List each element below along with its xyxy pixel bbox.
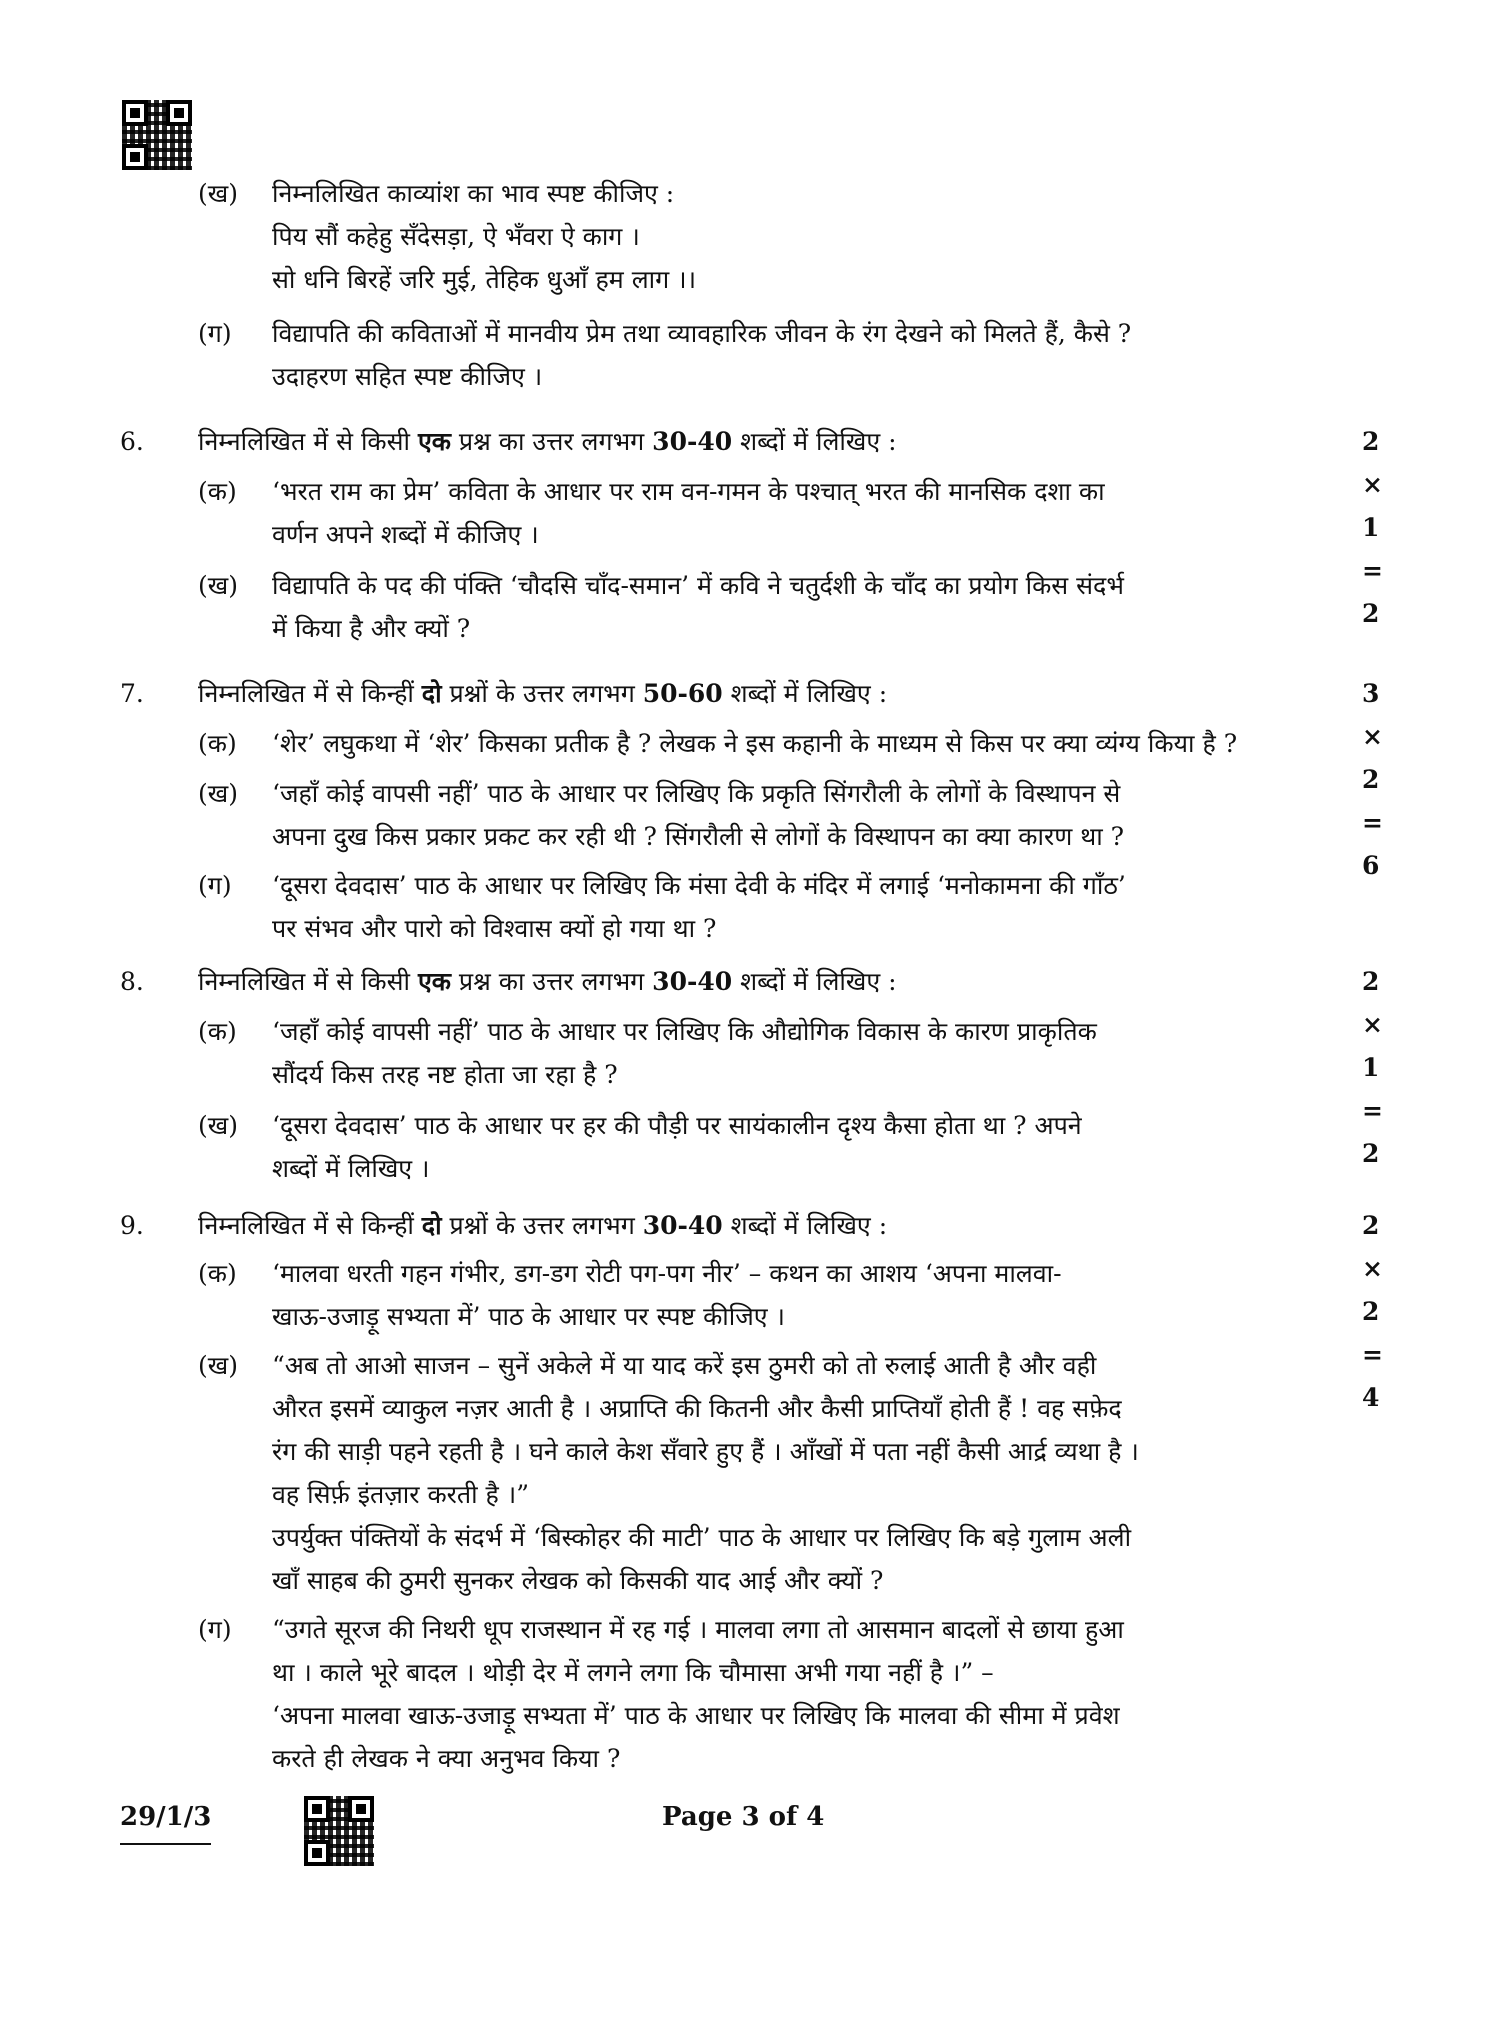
text-line: उदाहरण सहित स्पष्ट कीजिए । [272,362,543,391]
qr-code-icon [304,1796,374,1866]
text-line: उपर्युक्त पंक्तियों के संदर्भ में ‘बिस्कोहर की माटी’ पाठ के आधार पर लिखिए कि बड़े गुलाम अली [272,1523,1132,1552]
text-line: ‘जहाँ कोई वापसी नहीं’ पाठ के आधार पर लिखिए कि प्रकृति सिंगरौली के लोगों के विस्थापन से [272,779,1121,808]
text-line: ‘मालवा धरती गहन गंभीर, डग-डग रोटी पग-पग नीर’ – कथन का आशय ‘अपना मालवा- [272,1259,1062,1288]
part-text [272,772,1312,858]
text-line: करते ही लेखक ने क्या अनुभव किया ? [272,1744,621,1773]
part-label: (ग) [198,319,232,348]
question-number: 9. [120,1211,144,1240]
text-line: सौंदर्य किस तरह नष्ट होता जा रहा है ? [272,1060,618,1089]
text-line: खाऊ-उजाड़ू सभ्यता में’ पाठ के आधार पर स्पष्ट कीजिए । [272,1302,786,1331]
text-line: ‘भरत राम का प्रेम’ कविता के आधार पर राम वन-गमन के पश्चात् भरत की मानसिक दशा का [272,477,1105,506]
part-text [272,564,1312,650]
text-line: अपना दुख किस प्रकार प्रकट कर रही थी ? सिंगरौली से लोगों के विस्थापन का क्या कारण था ? [272,822,1125,851]
text-line: निम्नलिखित काव्यांश का भाव स्पष्ट कीजिए : [272,179,675,208]
text-line: ‘दूसरा देवदास’ पाठ के आधार पर हर की पौड़ी पर सायंकालीन दृश्य कैसा होता था ? अपने [272,1111,1082,1140]
text-line: विद्यापति की कविताओं में मानवीय प्रेम तथा व्यावहारिक जीवन के रंग देखने को मिलते हैं, कैसे ? [272,319,1132,348]
text-line: विद्यापति के पद की पंक्ति ‘चौदसि चाँद-समान’ में कवि ने चतुर्दशी के चाँद का प्रयोग किस संदर्भ [272,571,1124,600]
text-line: पर संभव और पारो को विश्वास क्यों हो गया था ? [272,914,717,943]
part-text [272,312,1312,398]
part-text [272,864,1312,950]
text-line: ‘जहाँ कोई वापसी नहीं’ पाठ के आधार पर लिखिए कि औद्योगिक विकास के कारण प्राकृतिक [272,1017,1097,1046]
part-label: (ग) [198,871,232,900]
text-line: “अब तो आओ साजन – सुनें अकेले में या याद करें इस ठुमरी को तो रुलाई आती है और वही [272,1351,1097,1380]
text-line: शब्दों में लिखिए । [272,1154,430,1183]
part-text [272,722,1312,765]
question-heading: निम्नलिखित में से किन्हीं दो प्रश्नों के उत्तर लगभग 30-40 शब्दों में लिखिए : [198,1211,888,1240]
question-heading: निम्नलिखित में से किन्हीं दो प्रश्नों के उत्तर लगभग 50-60 शब्दों में लिखिए : [198,679,888,708]
part-label: (ख) [198,1351,238,1380]
text-line: खाँ साहब की ठुमरी सुनकर लेखक को किसकी याद आई और क्यों ? [272,1566,884,1595]
text-line: “उगते सूरज की निथरी धूप राजस्थान में रह गई । मालवा लगा तो आसमान बादलों से छाया हुआ [272,1615,1124,1644]
paper-code: 29/1/3 [120,1796,211,1845]
question-number: 7. [120,679,144,708]
part-label: (ख) [198,179,238,208]
part-label: (ख) [198,1111,238,1140]
part-text [272,1252,1312,1338]
question-number: 6. [120,427,144,456]
question-marks: 2 × 1 = 2 [1362,427,1383,628]
page-number: Page 3 of 4 [662,1802,825,1832]
question-marks: 2 × 1 = 2 [1362,967,1383,1168]
part-text [272,470,1312,556]
question-heading: निम्नलिखित में से किसी एक प्रश्न का उत्तर लगभग 30-40 शब्दों में लिखिए : [198,427,897,456]
text-line: था । काले भूरे बादल । थोड़ी देर में लगने लगा कि चौमासा अभी गया नहीं है ।” – [272,1658,994,1687]
text-line: औरत इसमें व्याकुल नज़र आती है । अप्राप्ति की कितनी और कैसी प्राप्तियाँ होती हैं ! वह सफ़ेद [272,1394,1122,1423]
text-line: सो धनि बिरहें जरि मुई, तेहिक धुआँ हम लाग ।। [272,265,697,294]
part-label: (क) [198,1259,237,1288]
question-heading: निम्नलिखित में से किसी एक प्रश्न का उत्तर लगभग 30-40 शब्दों में लिखिए : [198,967,897,996]
question-marks: 3 × 2 = 6 [1362,679,1383,880]
text-line: ‘शेर’ लघुकथा में ‘शेर’ किसका प्रतीक है ? लेखक ने इस कहानी के माध्यम से किस पर क्या व्यंग्य किया है ? [272,729,1238,758]
question-number: 8. [120,967,144,996]
part-label: (ख) [198,779,238,808]
text-line: वह सिर्फ़ इंतज़ार करती है ।” [272,1480,530,1509]
part-text [272,1344,1312,1602]
text-line: ‘अपना मालवा खाऊ-उजाड़ू सभ्यता में’ पाठ के आधार पर लिखिए कि मालवा की सीमा में प्रवेश [272,1701,1120,1730]
question-marks: 2 × 2 = 4 [1362,1211,1383,1412]
part-label: (क) [198,1017,237,1046]
part-label: (क) [198,477,237,506]
qr-code-icon [122,100,192,170]
part-text [272,1104,1312,1190]
text-line: वर्णन अपने शब्दों में कीजिए । [272,520,539,549]
part-text [272,1010,1312,1096]
text-line: पिय सौं कहेहु सँदेसड़ा, ऐ भँवरा ऐ काग । [272,222,640,251]
text-line: रंग की साड़ी पहने रहती है । घने काले केश सँवारे हुए हैं । आँखों में पता नहीं कैसी आर्द्र व्यथा है । [272,1437,1139,1466]
text-line: में किया है और क्यों ? [272,614,471,643]
part-text [272,1608,1312,1780]
part-label: (क) [198,729,237,758]
part-text [272,172,1312,301]
part-label: (ख) [198,571,238,600]
part-label: (ग) [198,1615,232,1644]
text-line: ‘दूसरा देवदास’ पाठ के आधार पर लिखिए कि मंसा देवी के मंदिर में लगाई ‘मनोकामना की गाँठ’ [272,871,1126,900]
